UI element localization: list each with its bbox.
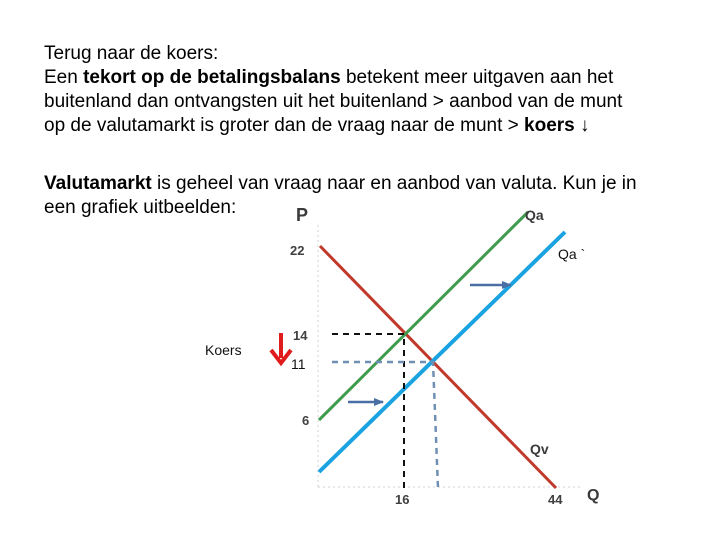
series-qa-shifted-line: [319, 232, 565, 472]
x-tick-label: 16: [395, 492, 410, 507]
equilibrium-guide-2: [332, 362, 438, 488]
y-tick-label: 22: [290, 243, 305, 258]
text-fragment: is geheel van vraag naar en aanbod van valuta. Kun je in: [151, 173, 637, 194]
y-axis-label: P: [296, 205, 309, 225]
text-line: een grafiek uitbeelden:: [44, 197, 237, 218]
text-fragment: op de valutamarkt is groter dan de vraag naar de munt >: [44, 115, 525, 136]
text-fragment: Een: [44, 67, 84, 88]
y-tick-label: 11: [291, 356, 306, 372]
red-down-arrow-icon: [271, 333, 291, 363]
x-axis-label: Q: [587, 487, 600, 504]
bold-term: tekort op de betalingsbalans: [83, 67, 341, 88]
series-label-qa-shifted: Qa `: [558, 246, 586, 262]
x-tick-label: 44: [548, 492, 563, 507]
bold-term: koers: [524, 115, 575, 136]
down-arrow-glyph: ↓: [574, 115, 590, 136]
heading: Terug naar de koers:: [44, 43, 219, 64]
series-qa-line: [319, 212, 528, 420]
series-label-qv: Qv: [530, 441, 549, 457]
bold-term: Valutamarkt: [44, 173, 152, 194]
equilibrium-guide-1: [332, 334, 404, 488]
y-tick-label: 6: [302, 413, 310, 428]
y-tick-label: 14: [293, 328, 308, 343]
text-line: buitenland dan ontvangsten uit het buitenland > aanbod van de munt: [44, 91, 623, 112]
text-fragment: betekent meer uitgaven aan het: [340, 67, 614, 88]
koers-label: Koers: [205, 342, 242, 358]
series-label-qa: Qa: [525, 207, 544, 223]
series-qv-line: [320, 246, 556, 488]
